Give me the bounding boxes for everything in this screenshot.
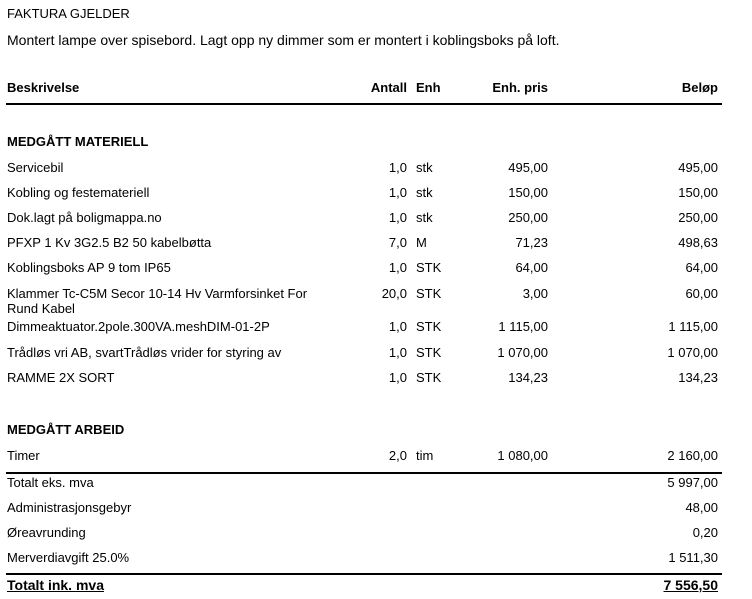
total-amount: 5 997,00 — [667, 475, 718, 490]
row-description: Dimmeaktuator.2pole.300VA.meshDIM-01-2P — [7, 319, 270, 334]
row-amount: 250,00 — [678, 210, 718, 225]
col-header-unit: Enh — [416, 80, 441, 95]
row-amount: 64,00 — [685, 260, 718, 275]
total-amount: 48,00 — [685, 500, 718, 515]
row-amount: 60,00 — [685, 286, 718, 301]
row-description: Dok.lagt på boligmappa.no — [7, 210, 162, 225]
invoice-label: FAKTURA GJELDER — [7, 6, 130, 21]
section-title-labor: MEDGÅTT ARBEID — [7, 422, 125, 437]
section-title-materials: MEDGÅTT MATERIELL — [7, 134, 149, 149]
row-unit-price: 250,00 — [508, 210, 548, 225]
row-unit-price: 1 080,00 — [497, 448, 548, 463]
row-description-line2: Rund Kabel — [7, 301, 75, 316]
row-unit-price: 3,00 — [522, 286, 548, 301]
row-description: PFXP 1 Kv 3G2.5 B2 50 kabelbøtta — [7, 235, 212, 250]
row-unit: stk — [416, 185, 433, 200]
header-divider — [6, 103, 722, 105]
row-unit: STK — [416, 345, 442, 360]
row-unit-price: 495,00 — [508, 160, 548, 175]
row-amount: 150,00 — [678, 185, 718, 200]
total-amount: 0,20 — [692, 525, 718, 540]
row-description: Koblingsboks AP 9 tom IP65 — [7, 260, 171, 275]
col-header-unit-price: Enh. pris — [492, 80, 548, 95]
row-quantity: 1,0 — [388, 185, 407, 200]
row-unit-price: 71,23 — [515, 235, 548, 250]
row-unit: STK — [416, 286, 442, 301]
row-description: Timer — [7, 448, 40, 463]
row-amount: 2 160,00 — [667, 448, 718, 463]
row-unit: STK — [416, 319, 442, 334]
row-quantity: 1,0 — [388, 370, 407, 385]
row-amount: 1 070,00 — [667, 345, 718, 360]
row-unit-price: 1 115,00 — [498, 319, 548, 334]
total-amount: 1 511,30 — [668, 550, 718, 565]
totals-divider — [6, 472, 722, 474]
row-amount: 498,63 — [678, 235, 718, 250]
grand-total-divider — [6, 573, 722, 575]
row-unit-price: 64,00 — [515, 260, 548, 275]
row-description: Trådløs vri AB, svartTrådløs vrider for styring av — [7, 345, 282, 360]
invoice-description: Montert lampe over spisebord. Lagt opp ny dimmer som er montert i koblingsboks på loft. — [7, 32, 560, 48]
row-quantity: 1,0 — [388, 345, 407, 360]
row-unit: M — [416, 235, 427, 250]
col-header-description: Beskrivelse — [7, 80, 80, 95]
row-amount: 495,00 — [678, 160, 718, 175]
total-label: Merverdiavgift 25.0% — [7, 550, 130, 565]
row-unit: stk — [416, 160, 433, 175]
row-unit: tim — [416, 448, 434, 463]
row-amount: 134,23 — [678, 370, 718, 385]
row-description: Kobling og festemateriell — [7, 185, 150, 200]
grand-total-label: Totalt ink. mva — [7, 577, 104, 593]
row-quantity: 1,0 — [388, 319, 407, 334]
row-quantity: 20,0 — [381, 286, 407, 301]
col-header-quantity: Antall — [370, 80, 407, 95]
row-quantity: 1,0 — [388, 210, 407, 225]
grand-total-amount: 7 556,50 — [663, 577, 718, 593]
row-description: Servicebil — [7, 160, 64, 175]
row-amount: 1 115,00 — [668, 319, 718, 334]
row-description: Klammer Tc-C5M Secor 10-14 Hv Varmforsinket For — [7, 286, 308, 301]
total-label: Øreavrunding — [7, 525, 86, 540]
row-unit-price: 1 070,00 — [497, 345, 548, 360]
row-description: RAMME 2X SORT — [7, 370, 115, 385]
row-unit-price: 150,00 — [508, 185, 548, 200]
row-unit: STK — [416, 370, 442, 385]
total-label: Totalt eks. mva — [7, 475, 94, 490]
row-unit: STK — [416, 260, 442, 275]
row-unit-price: 134,23 — [508, 370, 548, 385]
col-header-amount: Beløp — [681, 80, 718, 95]
row-quantity: 1,0 — [388, 260, 407, 275]
row-quantity: 7,0 — [388, 235, 407, 250]
row-quantity: 2,0 — [388, 448, 407, 463]
total-label: Administrasjonsgebyr — [7, 500, 132, 515]
row-unit: stk — [416, 210, 433, 225]
row-quantity: 1,0 — [388, 160, 407, 175]
